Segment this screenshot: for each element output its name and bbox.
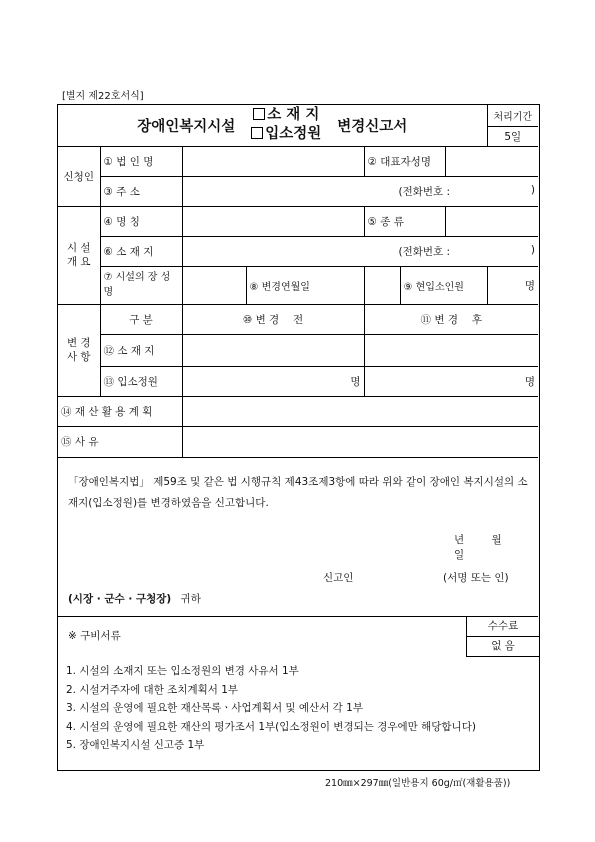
capacity-checkbox[interactable] bbox=[251, 127, 263, 139]
changed-location-label: ⑫ 소 재 지 bbox=[100, 334, 182, 366]
addressee-honorific: 귀하 bbox=[180, 593, 201, 605]
form-table bbox=[58, 105, 538, 458]
capacity-after-unit: 명 bbox=[524, 375, 536, 388]
facility-section-label: 시 설 개 요 bbox=[58, 206, 100, 304]
asset-plan-field[interactable] bbox=[182, 396, 538, 426]
capacity-after-field[interactable] bbox=[364, 366, 538, 396]
location-before-field[interactable] bbox=[182, 334, 364, 366]
reporter-line[interactable] bbox=[323, 570, 523, 585]
reason-field[interactable] bbox=[182, 426, 538, 457]
residents-unit: 명 bbox=[524, 279, 536, 292]
current-residents-label: ⑨ 현입소인원 bbox=[400, 266, 487, 304]
addressee-name: (시장 · 군수 · 구청장) bbox=[68, 593, 172, 605]
corp-name-label: ① 법 인 명 bbox=[100, 146, 182, 176]
reason-label: ⑮ 사 유 bbox=[58, 426, 182, 457]
reporter-label: 신고인 bbox=[323, 572, 354, 584]
facility-type-field[interactable] bbox=[445, 206, 538, 236]
signature-label: (서명 또는 인) bbox=[443, 572, 509, 584]
location-checkbox[interactable] bbox=[253, 108, 265, 120]
current-residents-field[interactable] bbox=[487, 266, 538, 304]
form-title bbox=[58, 105, 487, 146]
facility-type-label: ⑤ 종 류 bbox=[364, 206, 445, 236]
required-documents-section bbox=[58, 616, 538, 770]
required-documents-list bbox=[66, 662, 536, 755]
fee-label: 수수료 bbox=[467, 617, 539, 637]
facility-head-field[interactable] bbox=[182, 266, 246, 304]
declaration-text: 「장애인복지법」 제59조 및 같은 법 시행규칙 제43조제3항에 따라 위와 같이 장애인 복지시설의 소재지(입소정원)를 변경하였음을 신고합니다. bbox=[68, 476, 528, 509]
date-line[interactable]: 년 월 일 bbox=[454, 534, 502, 561]
location-after-field[interactable] bbox=[364, 334, 538, 366]
rep-name-label: ② 대표자성명 bbox=[364, 146, 445, 176]
paper-spec-footer: 210㎜×297㎜(일반용지 60g/㎡(재활용품)) bbox=[325, 778, 511, 789]
facility-location-field[interactable] bbox=[182, 236, 538, 266]
list-item: 3. 시설의 운영에 필요한 재산목록ㆍ사업계획서 및 예산서 각 1부 bbox=[66, 702, 363, 714]
rep-name-field[interactable] bbox=[445, 146, 538, 176]
facility-name-label: ④ 명 칭 bbox=[100, 206, 182, 236]
fee-box bbox=[466, 617, 539, 657]
asset-plan-label: ⑭ 재 산 활 용 계 획 bbox=[58, 396, 182, 426]
address-label: ③ 주 소 bbox=[100, 176, 182, 206]
facility-phone-label: (전화번호 : bbox=[398, 245, 451, 258]
facility-phone-close: ) bbox=[530, 243, 536, 256]
processing-period-value: 5일 bbox=[487, 126, 538, 146]
applicant-phone-label: (전화번호 : bbox=[398, 185, 451, 198]
fee-value: 없 음 bbox=[491, 640, 515, 652]
changes-category-header: 구 분 bbox=[100, 304, 182, 334]
changes-section-label: 변 경 사 항 bbox=[58, 304, 100, 396]
applicant-section-label: 신청인 bbox=[58, 146, 100, 206]
after-change-header: ⑪ 변 경 후 bbox=[364, 304, 538, 334]
list-item: 5. 장애인복지시설 신고증 1부 bbox=[66, 739, 205, 751]
corp-name-field[interactable] bbox=[182, 146, 364, 176]
required-documents-title: ※ 구비서류 bbox=[68, 630, 121, 642]
form-id: [별지 제22호서식] bbox=[62, 91, 144, 102]
capacity-before-field[interactable] bbox=[182, 366, 364, 396]
title-prefix: 장애인복지시설 bbox=[137, 118, 236, 135]
list-item: 2. 시설거주자에 대한 조치계획서 1부 bbox=[66, 683, 239, 696]
change-date-label: ⑧ 변경연월일 bbox=[246, 266, 364, 304]
form-frame bbox=[57, 104, 540, 771]
addressee bbox=[68, 591, 201, 606]
facility-head-label: ⑦ 시설의 장 성명 bbox=[100, 266, 182, 304]
title-option-capacity: 입소정원 bbox=[265, 126, 322, 143]
changed-capacity-label: ⑬ 입소정원 bbox=[100, 366, 182, 396]
processing-period-label: 처리기간 bbox=[487, 105, 538, 126]
address-field[interactable] bbox=[182, 176, 538, 206]
title-option-location: 소 재 지 bbox=[267, 107, 320, 124]
applicant-phone-close: ) bbox=[530, 183, 536, 196]
before-change-header: ⑩ 변 경 전 bbox=[182, 304, 364, 334]
list-item: 4. 시설의 운영에 필요한 재산의 평가조서 1부(입소정원이 변경되는 경우에만 해당합니다) bbox=[66, 720, 476, 733]
declaration-section bbox=[58, 457, 538, 617]
change-date-field[interactable] bbox=[364, 266, 400, 304]
facility-location-label: ⑥ 소 재 지 bbox=[100, 236, 182, 266]
facility-name-field[interactable] bbox=[182, 206, 364, 236]
list-item: 1. 시설의 소재지 또는 입소정원의 변경 사유서 1부 bbox=[66, 665, 299, 677]
capacity-before-unit: 명 bbox=[350, 375, 361, 388]
title-suffix: 변경신고서 bbox=[337, 118, 408, 135]
